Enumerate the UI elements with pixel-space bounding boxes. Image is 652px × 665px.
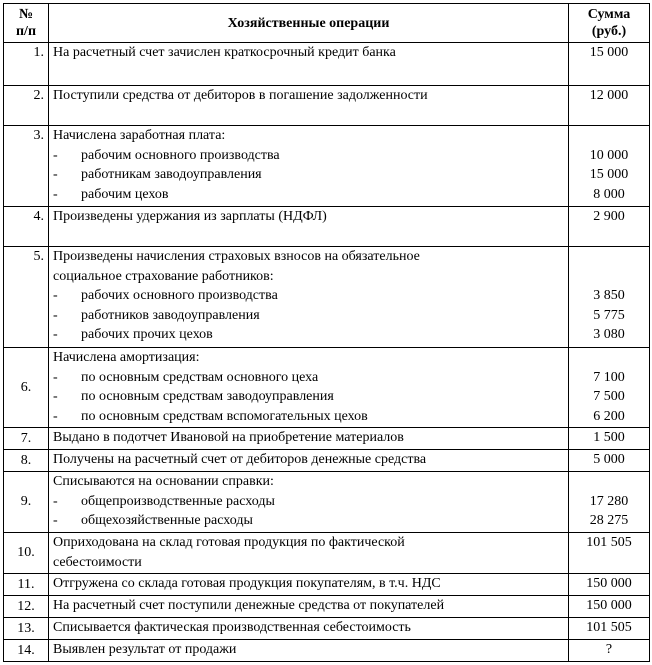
table-row	[4, 207, 650, 247]
operation-text: Оприходована на склад готовая продукция по фактической себестоимости	[49, 533, 569, 574]
header-num: № п/п	[4, 4, 49, 43]
amount: 7 100 7 500 6 200	[569, 348, 650, 428]
row-number: 3.	[4, 126, 49, 207]
amount: 10 000 15 000 8 000	[569, 126, 650, 207]
row-number: 14.	[4, 640, 49, 662]
operation-text: На расчетный счет зачислен краткосрочный кредит банка	[49, 43, 569, 86]
amount: 15 000	[569, 43, 650, 86]
row-number: 9.	[4, 472, 49, 533]
table-row	[4, 86, 650, 126]
row-number: 11.	[4, 574, 49, 596]
operation-text: Произведены удержания из зарплаты (НДФЛ)	[49, 207, 569, 247]
amount: 1 500	[569, 428, 650, 450]
amount: 101 505	[569, 618, 650, 640]
amount: ?	[569, 640, 650, 662]
row-number: 13.	[4, 618, 49, 640]
table-row	[4, 596, 650, 618]
table-row	[4, 43, 650, 86]
operation-text: Получены на расчетный счет от дебиторов денежные средства	[49, 450, 569, 472]
operations-table	[3, 3, 650, 662]
operation-text: Поступили средства от дебиторов в погашение задолженности	[49, 86, 569, 126]
header-sum: Сумма (руб.)	[569, 4, 650, 43]
operation-text: Начислена заработная плата: - рабочим основного производства - работникам заводоуправления - рабочим цехов	[49, 126, 569, 207]
table-row	[4, 533, 650, 574]
amount: 5 000	[569, 450, 650, 472]
amount: 150 000	[569, 574, 650, 596]
table-row	[4, 450, 650, 472]
operation-text: Выявлен результат от продажи	[49, 640, 569, 662]
row-number: 1.	[4, 43, 49, 86]
row-number: 2.	[4, 86, 49, 126]
table-row	[4, 574, 650, 596]
operation-text: Произведены начисления страховых взносов на обязательное социальное страхование работников: - рабочих основного производства - работников заводоуправления - рабочих прочих цехов	[49, 247, 569, 348]
table-row	[4, 472, 650, 533]
operation-text: Отгружена со склада готовая продукция покупателям, в т.ч. НДС	[49, 574, 569, 596]
header-row	[4, 4, 650, 43]
operation-text: Списывается фактическая производственная себестоимость	[49, 618, 569, 640]
amount: 12 000	[569, 86, 650, 126]
row-number: 7.	[4, 428, 49, 450]
row-number: 10.	[4, 533, 49, 574]
amount: 150 000	[569, 596, 650, 618]
row-number: 4.	[4, 207, 49, 247]
amount: 2 900	[569, 207, 650, 247]
table-row	[4, 428, 650, 450]
operation-text: На расчетный счет поступили денежные средства от покупателей	[49, 596, 569, 618]
row-number: 6.	[4, 348, 49, 428]
table-row	[4, 348, 650, 428]
row-number: 5.	[4, 247, 49, 348]
operation-text: Выдано в подотчет Ивановой на приобретение материалов	[49, 428, 569, 450]
row-number: 8.	[4, 450, 49, 472]
table-row	[4, 640, 650, 662]
amount: 17 280 28 275	[569, 472, 650, 533]
table-row	[4, 247, 650, 348]
amount: 101 505	[569, 533, 650, 574]
header-operations: Хозяйственные операции	[49, 4, 569, 43]
amount: 3 850 5 775 3 080	[569, 247, 650, 348]
table-row	[4, 126, 650, 207]
operation-text: Начислена амортизация: - по основным средствам основного цеха - по основным средствам заводоуправления - по основным средствам вспомогательных цехов	[49, 348, 569, 428]
operation-text: Списываются на основании справки: - общепроизводственные расходы - общехозяйственные расходы	[49, 472, 569, 533]
table-row	[4, 618, 650, 640]
row-number: 12.	[4, 596, 49, 618]
